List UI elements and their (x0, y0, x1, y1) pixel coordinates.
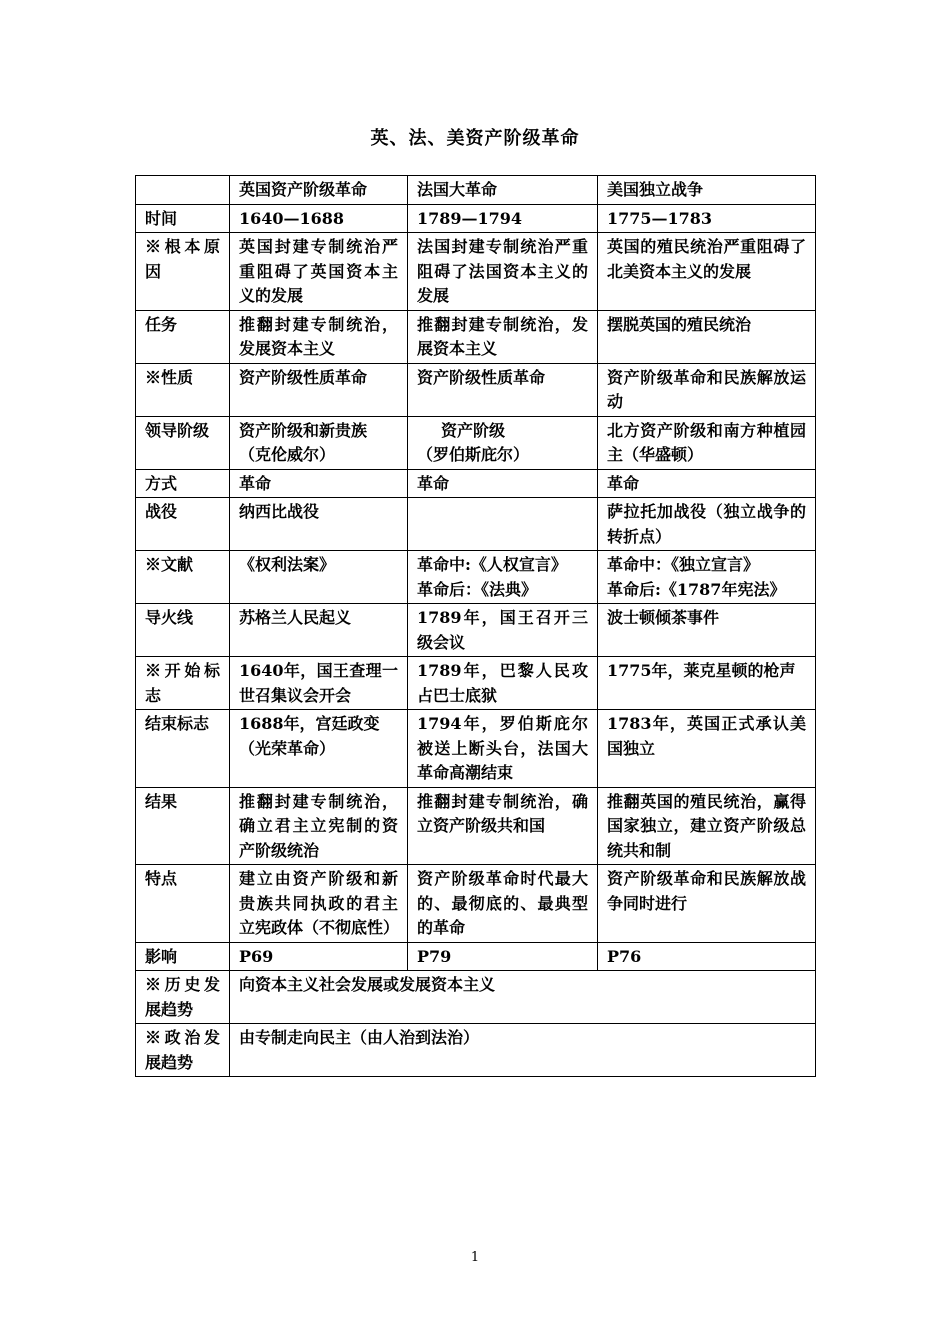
cell-england: 《权利法案》 (230, 551, 408, 604)
table-row (136, 787, 816, 865)
table-row (136, 233, 816, 311)
row-label: ※性质 (136, 363, 230, 416)
table-row-trend (136, 1024, 816, 1077)
cell-line: 革命中：《独立宣言》 (607, 555, 760, 574)
row-label: 影响 (136, 942, 230, 971)
header-cell-france: 法国大革命 (408, 176, 598, 205)
header-cell-empty (136, 176, 230, 205)
row-label: ※文献 (136, 551, 230, 604)
cell-line: 资产阶级和新贵族 (239, 420, 368, 440)
cell-england: 纳西比战役 (230, 498, 408, 551)
cell-line: 资产阶级 (441, 420, 506, 440)
table-row (136, 604, 816, 657)
table-row-trend (136, 971, 816, 1024)
cell-france: 资产阶级性质革命 (408, 363, 598, 416)
row-label: 结果 (136, 787, 230, 865)
table-row (136, 204, 816, 233)
cell-america: 摆脱英国的殖民统治 (598, 310, 816, 363)
cell-england: 推翻封建专制统治，确立君主立宪制的资产阶级统治 (230, 787, 408, 865)
cell-line: 1688年，宫廷政变 (239, 714, 380, 733)
cell-line: （罗伯斯庇尔） (417, 445, 530, 464)
cell-france: P79 (408, 942, 598, 971)
cell-england: 资产阶级性质革命 (230, 363, 408, 416)
cell-england: 革命 (230, 469, 408, 498)
cell-england (230, 710, 408, 788)
page-number: 1 (470, 1250, 480, 1265)
table-row (136, 469, 816, 498)
row-label: 任务 (136, 310, 230, 363)
header-cell-america: 美国独立战争 (598, 176, 816, 205)
cell-england: 1640—1688 (230, 204, 408, 233)
cell-line: 革命后：《法典》 (417, 579, 538, 599)
row-label: 战役 (136, 498, 230, 551)
cell-france: 推翻封建专制统治，发展资本主义 (408, 310, 598, 363)
cell-england: P69 (230, 942, 408, 971)
cell-france: 法国封建专制统治严重阻碍了法国资本主义的发展 (408, 233, 598, 311)
row-label: 结束标志 (136, 710, 230, 788)
table-row (136, 551, 816, 604)
page-title: 英、法、美资产阶级革命 (370, 128, 580, 149)
cell-england: 苏格兰人民起义 (230, 604, 408, 657)
cell-america: 英国的殖民统治严重阻碍了北美资本主义的发展 (598, 233, 816, 311)
cell-america: 1775—1783 (598, 204, 816, 233)
table-row (136, 498, 816, 551)
cell-line: 革命中:《人权宣言》 (417, 555, 567, 574)
row-label: 导火线 (136, 604, 230, 657)
cell-england: 推翻封建专制统治，发展资本主义 (230, 310, 408, 363)
cell-america: 北方资产阶级和南方种植园主（华盛顿） (598, 416, 816, 469)
row-label: ※开始标志 (136, 657, 230, 710)
cell-england: 英国封建专制统治严重阻碍了英国资本主义的发展 (230, 233, 408, 311)
cell-france (408, 416, 598, 469)
cell-england: 建立由资产阶级和新贵族共同执政的君主立宪政体（不彻底性） (230, 865, 408, 943)
cell-america: 1775年，莱克星顿的枪声 (598, 657, 816, 710)
cell-france (408, 498, 598, 551)
comparison-table (135, 175, 816, 1077)
cell-france: 1789年，国王召开三级会议 (408, 604, 598, 657)
cell-france: 革命 (408, 469, 598, 498)
row-label: 领导阶级 (136, 416, 230, 469)
cell-france: 1789—1794 (408, 204, 598, 233)
table-row (136, 363, 816, 416)
cell-france: 推翻封建专制统治，确立资产阶级共和国 (408, 787, 598, 865)
cell-america: 波士顿倾茶事件 (598, 604, 816, 657)
table-row (136, 865, 816, 943)
row-label: 特点 (136, 865, 230, 943)
cell-america: 资产阶级革命和民族解放运动 (598, 363, 816, 416)
table-row (136, 942, 816, 971)
merged-cell: 向资本主义社会发展或发展资本主义 (230, 971, 816, 1024)
cell-france (408, 551, 598, 604)
cell-france: 1794年，罗伯斯庇尔被送上断头台，法国大革命高潮结束 (408, 710, 598, 788)
row-label: ※历史发展趋势 (136, 971, 230, 1024)
row-label: 方式 (136, 469, 230, 498)
table-row (136, 416, 816, 469)
cell-line: （光荣革命） (239, 738, 336, 758)
cell-france: 资产阶级革命时代最大的、最彻底的、最典型的革命 (408, 865, 598, 943)
row-label: ※根本原因 (136, 233, 230, 311)
table-row (136, 710, 816, 788)
cell-england: 1640年，国王查理一世召集议会开会 (230, 657, 408, 710)
cell-france: 1789年，巴黎人民攻占巴士底狱 (408, 657, 598, 710)
header-cell-england: 英国资产阶级革命 (230, 176, 408, 205)
row-label: 时间 (136, 204, 230, 233)
row-label: ※政治发展趋势 (136, 1024, 230, 1077)
cell-line: 革命后:《1787年宪法》 (607, 579, 786, 599)
cell-america: 革命 (598, 469, 816, 498)
cell-america: 资产阶级革命和民族解放战争同时进行 (598, 865, 816, 943)
table-row (136, 310, 816, 363)
cell-america: 萨拉托加战役（独立战争的转折点） (598, 498, 816, 551)
cell-america (598, 551, 816, 604)
cell-america: 1783年，英国正式承认美国独立 (598, 710, 816, 788)
cell-england (230, 416, 408, 469)
cell-america: P76 (598, 942, 816, 971)
cell-line: （克伦威尔） (239, 445, 336, 464)
merged-cell: 由专制走向民主（由人治到法治） (230, 1024, 816, 1077)
table-header-row (136, 176, 816, 205)
cell-america: 推翻英国的殖民统治，赢得国家独立，建立资产阶级总统共和制 (598, 787, 816, 865)
table-row (136, 657, 816, 710)
